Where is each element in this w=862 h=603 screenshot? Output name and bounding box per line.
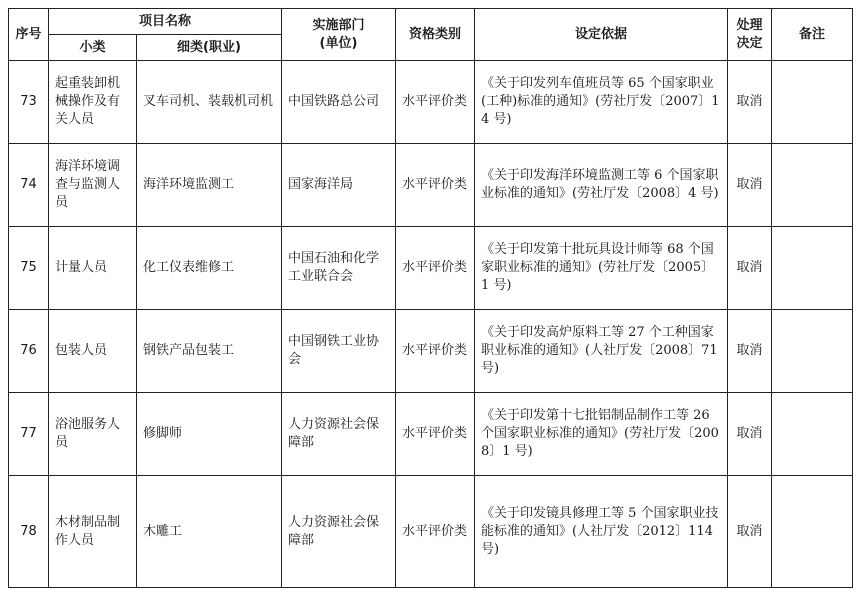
cell-seq: 73 (9, 61, 49, 144)
qualification-table (8, 8, 853, 588)
header-decision-line1: 处理 (736, 17, 763, 33)
header-decision-line2: 决定 (736, 35, 763, 51)
cell-detail: 钢铁产品包装工 (137, 310, 282, 393)
cell-basis: 《关于印发海洋环境监测工等 6 个国家职业标准的通知》(劳社厅发〔2008〕4 号) (475, 144, 728, 227)
header-project-name: 项目名称 (49, 9, 282, 35)
table-row (9, 227, 853, 310)
cell-detail: 叉车司机、装载机司机 (137, 61, 282, 144)
table-row (9, 310, 853, 393)
cell-decision: 取消 (728, 476, 772, 588)
cell-decision: 取消 (728, 61, 772, 144)
cell-decision: 取消 (728, 393, 772, 476)
cell-detail: 海洋环境监测工 (137, 144, 282, 227)
cell-basis: 《关于印发第十七批铝制品制作工等 26 个国家职业标准的通知》(劳社厅发〔2008〕1 号) (475, 393, 728, 476)
document-page (8, 8, 853, 588)
cell-seq: 77 (9, 393, 49, 476)
cell-qual-type: 水平评价类 (396, 476, 475, 588)
cell-qual-type: 水平评价类 (396, 227, 475, 310)
cell-qual-type: 水平评价类 (396, 61, 475, 144)
cell-seq: 78 (9, 476, 49, 588)
header-detail: 细类(职业) (137, 35, 282, 61)
cell-subcategory: 浴池服务人员 (49, 393, 137, 476)
header-dept (282, 9, 396, 61)
cell-basis: 《关于印发列车值班员等 65 个国家职业(工种)标准的通知》(劳社厅发〔2007〕14 号) (475, 61, 728, 144)
cell-remark (772, 227, 853, 310)
cell-subcategory: 起重装卸机械操作及有关人员 (49, 61, 137, 144)
cell-subcategory: 木材制品制作人员 (49, 476, 137, 588)
header-dept-line1: 实施部门 (312, 17, 365, 33)
cell-detail: 修脚师 (137, 393, 282, 476)
header-basis: 设定依据 (475, 9, 728, 61)
table-row (9, 61, 853, 144)
cell-decision: 取消 (728, 144, 772, 227)
cell-basis: 《关于印发高炉原料工等 27 个工种国家职业标准的通知》(人社厅发〔2008〕71 号) (475, 310, 728, 393)
header-qual-type: 资格类别 (396, 9, 475, 61)
cell-dept: 中国铁路总公司 (282, 61, 396, 144)
cell-qual-type: 水平评价类 (396, 393, 475, 476)
cell-seq: 76 (9, 310, 49, 393)
header-decision (728, 9, 772, 61)
cell-remark (772, 476, 853, 588)
cell-remark (772, 393, 853, 476)
cell-basis: 《关于印发第十批玩具设计师等 68 个国家职业标准的通知》(劳社厅发〔2005〕1 号) (475, 227, 728, 310)
cell-dept: 人力资源社会保障部 (282, 476, 396, 588)
table-row (9, 144, 853, 227)
header-subcategory: 小类 (49, 35, 137, 61)
cell-subcategory: 计量人员 (49, 227, 137, 310)
cell-detail: 化工仪表维修工 (137, 227, 282, 310)
cell-subcategory: 海洋环境调查与监测人员 (49, 144, 137, 227)
cell-dept: 国家海洋局 (282, 144, 396, 227)
cell-seq: 74 (9, 144, 49, 227)
cell-seq: 75 (9, 227, 49, 310)
cell-remark (772, 144, 853, 227)
cell-dept: 中国钢铁工业协会 (282, 310, 396, 393)
cell-dept: 人力资源社会保障部 (282, 393, 396, 476)
cell-detail: 木雕工 (137, 476, 282, 588)
cell-remark (772, 310, 853, 393)
cell-decision: 取消 (728, 310, 772, 393)
cell-dept: 中国石油和化学工业联合会 (282, 227, 396, 310)
cell-decision: 取消 (728, 227, 772, 310)
table-row (9, 393, 853, 476)
cell-qual-type: 水平评价类 (396, 144, 475, 227)
cell-qual-type: 水平评价类 (396, 310, 475, 393)
header-remark: 备注 (772, 9, 853, 61)
table-row (9, 476, 853, 588)
header-seq: 序号 (9, 9, 49, 61)
header-dept-line2: (单位) (319, 35, 358, 51)
cell-subcategory: 包装人员 (49, 310, 137, 393)
header-row-1 (9, 9, 853, 35)
cell-basis: 《关于印发镜具修理工等 5 个国家职业技能标准的通知》(人社厅发〔2012〕114 号) (475, 476, 728, 588)
cell-remark (772, 61, 853, 144)
